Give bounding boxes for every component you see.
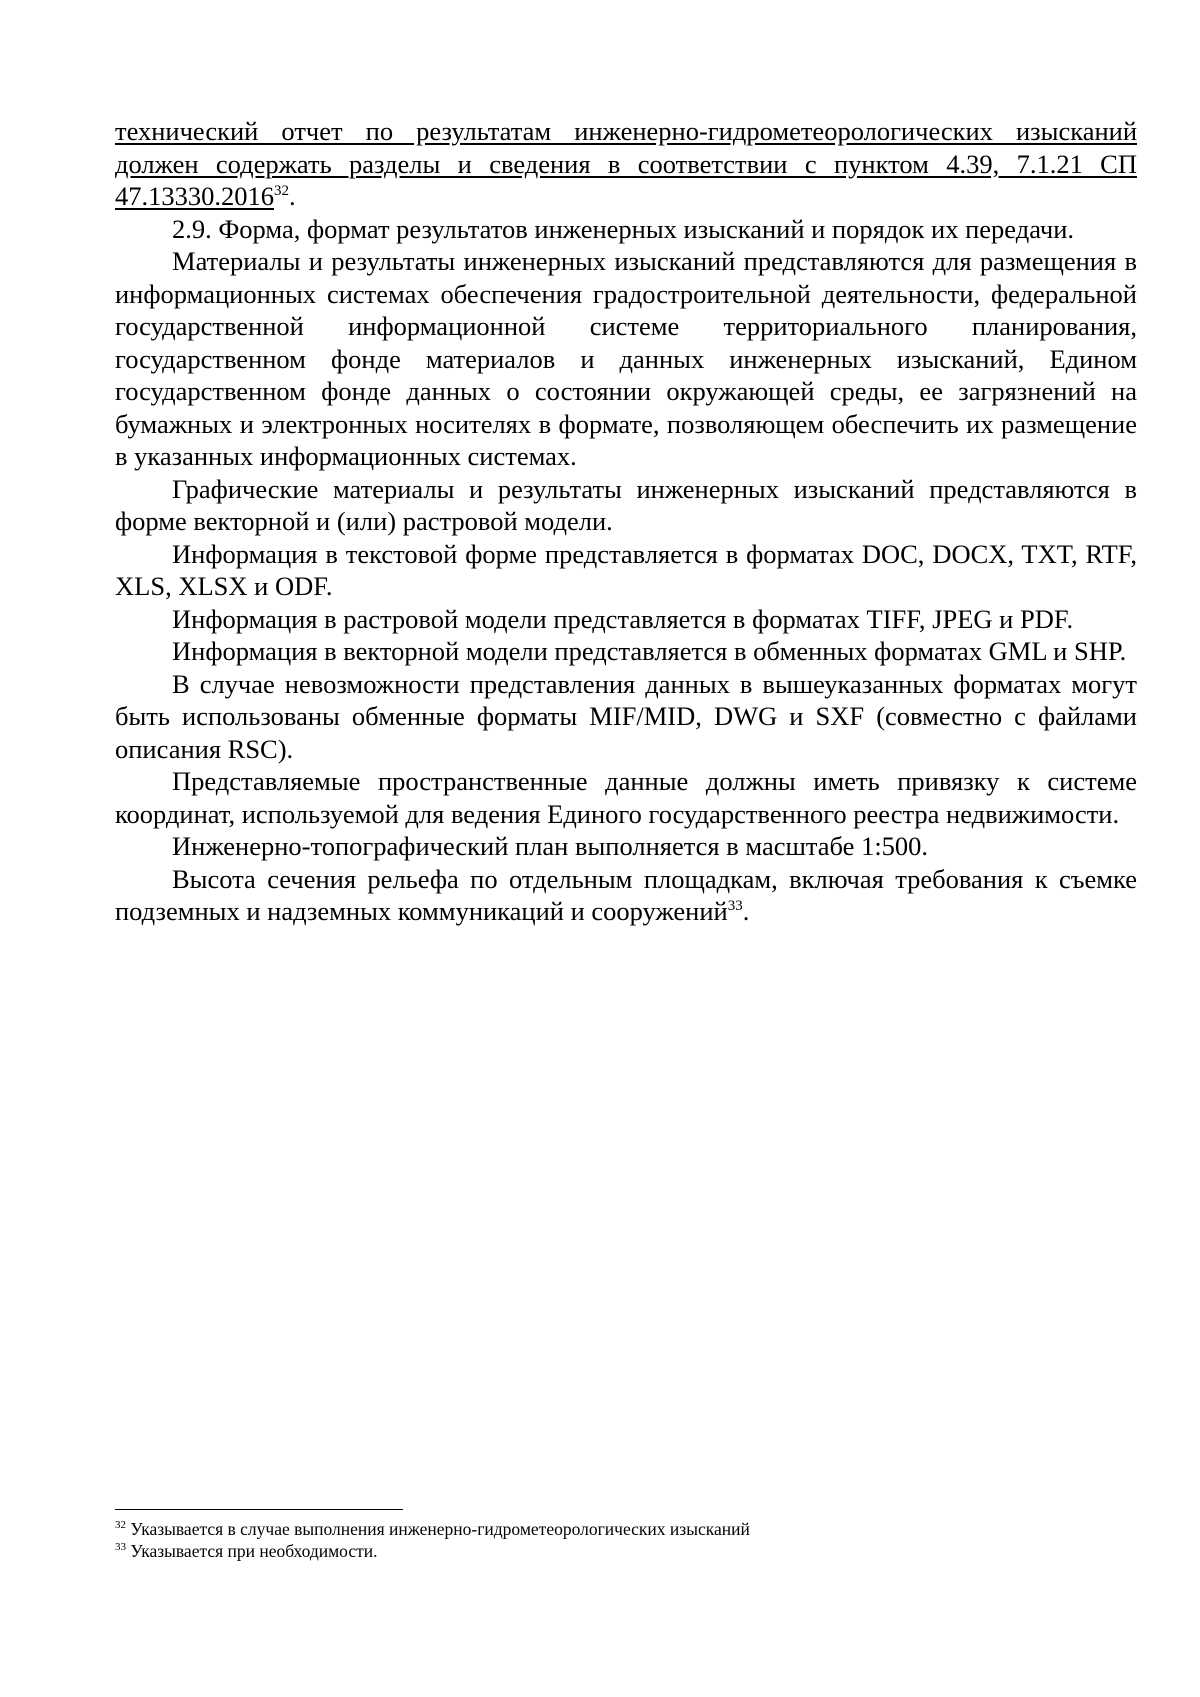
footnote-text: Указывается при необходимости. bbox=[126, 1541, 378, 1561]
footnote-number: 32 bbox=[115, 1519, 126, 1532]
section-heading-2-9: 2.9. Форма, формат результатов инженерных изысканий и порядок их передачи. bbox=[172, 213, 1075, 244]
underlined-report-text: технический отчет по результатам инженерно-гидрометеорологических изысканий должен содержать разделы и сведения в соответствии с пунктом 4.39, 7.1.21 СП 47.13330.2016 bbox=[115, 116, 1137, 211]
paragraph-raster-formats: Информация в растровой модели представляется в форматах TIFF, JPEG и PDF. bbox=[172, 603, 1074, 634]
paragraph-coordinate-system: Представляемые пространственные данные должны иметь привязку к системе координат, используемой для ведения Единого государственного реестра недвижимости. bbox=[115, 766, 1137, 829]
footnote-ref-33: 33 bbox=[727, 898, 743, 915]
paragraph-trail: . bbox=[742, 896, 750, 926]
relief-text: Высота сечения рельефа по отдельным площадкам, включая требования к съемке подземных и надземных коммуникаций и сооружений bbox=[115, 863, 1137, 926]
footnotes bbox=[115, 1518, 1137, 1562]
paragraph-materials-placement: Материалы и результаты инженерных изысканий представляются для размещения в информационных системах обеспечения градостроительной деятельности, федеральной государственной информационной системе территориального планирования, государственном фонде материалов и данных инженерных изысканий, Едином государственном фонде данных о состоянии окружающей среды, ее загрязнений на бумажных и электронных носителях в формате, позволяющем обеспечить их размещение в указанных информационных системах. bbox=[115, 246, 1137, 471]
paragraph-relief-height bbox=[115, 863, 1137, 928]
paragraph-vector-formats: Информация в векторной модели представляется в обменных форматах GML и SHP. bbox=[172, 636, 1127, 666]
footnote-separator bbox=[115, 1509, 403, 1510]
footnote-33 bbox=[115, 1540, 1137, 1562]
footnote-text: Указывается в случае выполнения инженерно-гидрометеорологических изысканий bbox=[126, 1519, 750, 1539]
paragraph-exchange-formats: В случае невозможности представления данных в вышеуказанных форматах могут быть использованы обменные форматы MIF/MID, DWG и SXF (совместно с файлами описания RSC). bbox=[115, 668, 1137, 764]
paragraph-report-requirements bbox=[115, 115, 1137, 213]
footnote-number: 33 bbox=[115, 1541, 126, 1554]
document-body bbox=[115, 115, 1137, 928]
paragraph-graphic-materials: Графические материалы и результаты инженерных изысканий представляются в форме векторной и (или) растровой модели. bbox=[115, 473, 1137, 536]
paragraph-text-formats: Информация в текстовой форме представляется в форматах DOC, DOCX, TXT, RTF, XLS, XLSX и ODF. bbox=[115, 538, 1137, 601]
paragraph-trail: . bbox=[289, 181, 296, 211]
footnote-ref-32: 32 bbox=[274, 183, 289, 200]
paragraph-plan-scale: Инженерно-топографический план выполняется в масштабе 1:500. bbox=[172, 831, 929, 861]
footnote-32 bbox=[115, 1518, 1137, 1540]
